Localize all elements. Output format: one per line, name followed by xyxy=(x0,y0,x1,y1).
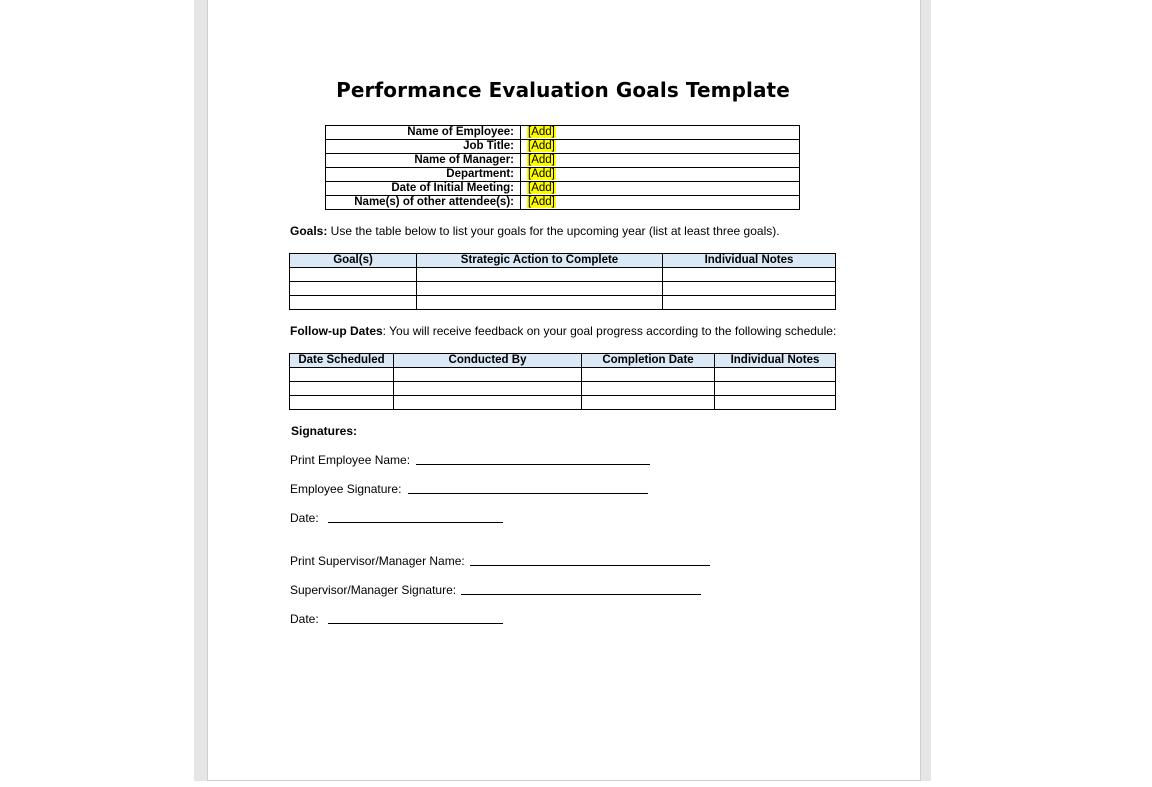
table-row xyxy=(290,396,836,410)
goals-table xyxy=(289,253,836,310)
employee-signature-label: Employee Signature: xyxy=(290,482,402,496)
table-cell[interactable] xyxy=(663,296,836,310)
column-header: Completion Date xyxy=(582,354,715,368)
table-cell[interactable] xyxy=(394,396,582,410)
table-cell[interactable] xyxy=(582,396,715,410)
print-employee-line[interactable] xyxy=(416,464,650,465)
print-employee-label: Print Employee Name: xyxy=(290,453,411,467)
table-cell[interactable] xyxy=(582,368,715,382)
table-row xyxy=(326,168,800,182)
info-label: Name of Employee: xyxy=(326,126,521,140)
date-line[interactable] xyxy=(328,623,503,624)
table-row xyxy=(326,126,800,140)
followup-table xyxy=(289,353,836,410)
info-label: Department: xyxy=(326,168,521,182)
supervisor-signature-line[interactable] xyxy=(461,594,701,595)
table-row xyxy=(290,268,836,282)
add-field[interactable]: [Add] xyxy=(528,196,555,208)
print-supervisor-line[interactable] xyxy=(470,565,710,566)
goals-text: Use the table below to list your goals for the upcoming year (list at least three goals). xyxy=(327,224,780,238)
table-cell[interactable] xyxy=(582,382,715,396)
table-row xyxy=(290,296,836,310)
date-label: Date: xyxy=(290,511,319,525)
table-cell[interactable] xyxy=(417,268,663,282)
page-title: Performance Evaluation Goals Template xyxy=(336,78,790,102)
add-field[interactable]: [Add] xyxy=(528,182,555,194)
table-cell[interactable] xyxy=(715,382,836,396)
table-row xyxy=(326,140,800,154)
table-cell[interactable] xyxy=(394,382,582,396)
info-label: Name(s) of other attendee(s): xyxy=(326,196,521,210)
table-row xyxy=(290,382,836,396)
print-supervisor-label: Print Supervisor/Manager Name: xyxy=(290,554,465,568)
table-row xyxy=(290,368,836,382)
table-header-row xyxy=(290,354,836,368)
table-cell[interactable] xyxy=(290,268,417,282)
add-field[interactable]: [Add] xyxy=(528,168,555,180)
table-row xyxy=(326,196,800,210)
table-header-row xyxy=(290,254,836,268)
table-cell[interactable] xyxy=(663,282,836,296)
add-field[interactable]: [Add] xyxy=(528,140,555,152)
table-cell[interactable] xyxy=(417,282,663,296)
followup-text: : You will receive feedback on your goal progress according to the following schedule: xyxy=(382,324,837,338)
table-cell[interactable] xyxy=(417,296,663,310)
table-cell[interactable] xyxy=(290,296,417,310)
table-row xyxy=(290,282,836,296)
column-header: Strategic Action to Complete xyxy=(417,254,663,268)
table-row xyxy=(326,154,800,168)
table-cell[interactable] xyxy=(290,368,394,382)
employee-info-table xyxy=(325,125,800,210)
info-label: Date of Initial Meeting: xyxy=(326,182,521,196)
table-cell[interactable] xyxy=(290,382,394,396)
date-label: Date: xyxy=(290,612,319,626)
table-cell[interactable] xyxy=(715,396,836,410)
followup-instructions xyxy=(290,324,836,338)
column-header: Individual Notes xyxy=(715,354,836,368)
goals-instructions xyxy=(290,224,780,238)
supervisor-signature-label: Supervisor/Manager Signature: xyxy=(290,583,457,597)
table-cell[interactable] xyxy=(663,268,836,282)
column-header: Goal(s) xyxy=(290,254,417,268)
info-label: Name of Manager: xyxy=(326,154,521,168)
followup-heading: Follow-up Dates xyxy=(290,324,383,338)
employee-signature-line[interactable] xyxy=(408,493,648,494)
table-row xyxy=(326,182,800,196)
goals-heading: Goals: xyxy=(290,224,328,238)
table-cell[interactable] xyxy=(290,396,394,410)
signatures-heading: Signatures: xyxy=(291,424,358,438)
table-cell[interactable] xyxy=(394,368,582,382)
column-header: Date Scheduled xyxy=(290,354,394,368)
date-line[interactable] xyxy=(328,522,503,523)
info-label: Job Title: xyxy=(326,140,521,154)
table-cell[interactable] xyxy=(290,282,417,296)
add-field[interactable]: [Add] xyxy=(528,154,555,166)
add-field[interactable]: [Add] xyxy=(528,126,555,138)
column-header: Conducted By xyxy=(394,354,582,368)
table-cell[interactable] xyxy=(715,368,836,382)
column-header: Individual Notes xyxy=(663,254,836,268)
